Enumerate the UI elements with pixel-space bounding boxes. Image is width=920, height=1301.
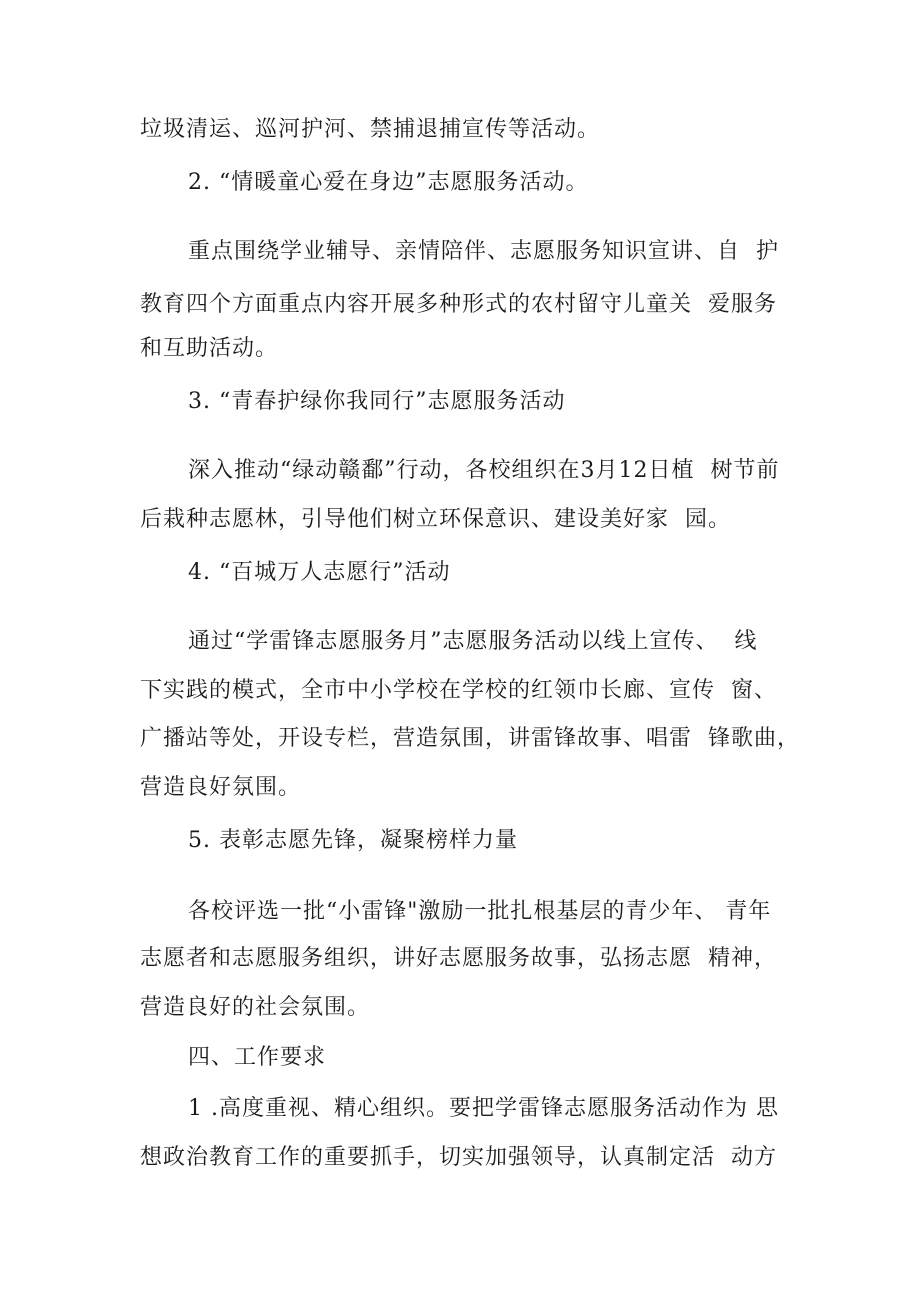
section-heading: 2. “情暖童心爱在身边”志愿服务活动。 [188, 170, 589, 195]
text-line: 各校评选一批“小雷锋"激励一批扎根基层的青少年、 青年 [188, 899, 772, 924]
text-line: 后栽种志愿林，引导他们树立环保意识、建设美好家 园。 [140, 507, 731, 532]
section-heading: 四、工作要求 [188, 1045, 327, 1070]
text-line: 深入推动“绿动赣鄱”行动，各校组织在3月12日植 树节前 [188, 458, 780, 483]
text-line: 营造良好氛围。 [140, 775, 302, 800]
section-heading: 5. 表彰志愿先锋，凝聚榜样力量 [188, 828, 518, 853]
text-line: 重点围绕学业辅导、亲情陪伴、志愿服务知识宣讲、自 护 [188, 239, 779, 264]
section-heading: 4. “百城万人志愿行”活动 [188, 560, 451, 585]
text-line: 1 .高度重视、精心组织。要把学雷锋志愿服务活动作为 思 [188, 1096, 779, 1121]
text-line: 垃圾清运、巡河护河、禁捕退捕宣传等活动。 [140, 117, 601, 142]
text-line: 教育四个方面重点内容开展多种形式的农村留守儿童关 爱服务 [140, 292, 777, 317]
text-line: 广播站等处，开设专栏，营造氛围，讲雷锋故事、唱雷 锋歌曲， [140, 726, 800, 751]
section-heading: 3. “青春护绿你我同行”志愿服务活动 [188, 389, 566, 414]
text-line: 下实践的模式，全市中小学校在学校的红领巾长廊、宣传 窗、 [140, 678, 777, 703]
text-line: 营造良好的社会氛围。 [140, 995, 371, 1020]
text-line: 志愿者和志愿服务组织，讲好志愿服务故事，弘扬志愿 精神， [140, 946, 777, 971]
text-line: 想政治教育工作的重要抓手，切实加强领导，认真制定活 动方 [140, 1145, 777, 1170]
text-line: 和互助活动。 [140, 336, 279, 361]
text-line: 通过“学雷锋志愿服务月”志愿服务活动以线上宣传、 线 [188, 629, 758, 654]
